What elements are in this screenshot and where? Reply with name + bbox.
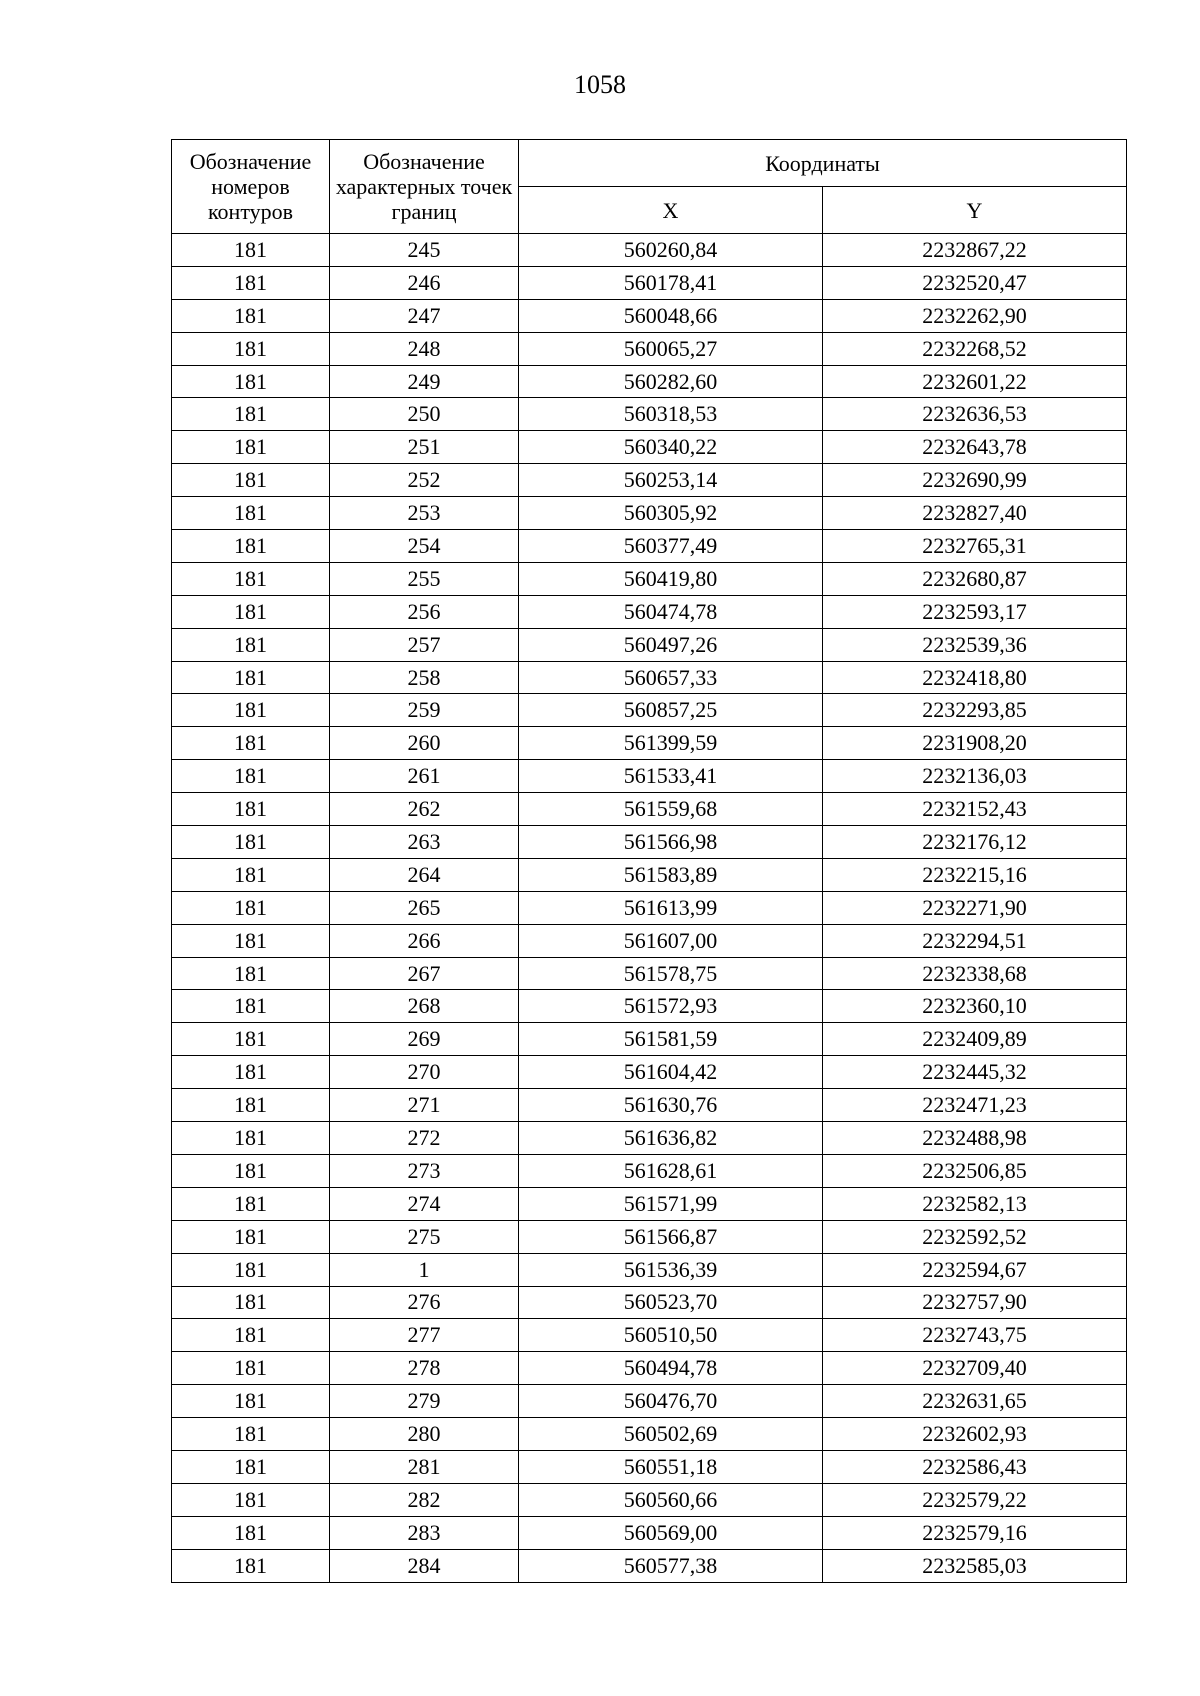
cell-x: 560857,25 <box>519 694 823 727</box>
cell-point-number: 267 <box>330 957 519 990</box>
table-row <box>172 661 1127 694</box>
cell-contour-number: 181 <box>172 694 330 727</box>
cell-x: 560260,84 <box>519 234 823 267</box>
cell-contour-number: 181 <box>172 1418 330 1451</box>
table-row <box>172 365 1127 398</box>
cell-y: 2232360,10 <box>823 990 1127 1023</box>
table-row <box>172 1187 1127 1220</box>
cell-point-number: 245 <box>330 234 519 267</box>
cell-contour-number: 181 <box>172 1483 330 1516</box>
cell-x: 561613,99 <box>519 891 823 924</box>
cell-point-number: 278 <box>330 1352 519 1385</box>
table-row <box>172 1385 1127 1418</box>
cell-x: 561536,39 <box>519 1253 823 1286</box>
cell-y: 2232271,90 <box>823 891 1127 924</box>
cell-contour-number: 181 <box>172 1122 330 1155</box>
cell-point-number: 257 <box>330 628 519 661</box>
cell-contour-number: 181 <box>172 1516 330 1549</box>
table-row <box>172 1319 1127 1352</box>
cell-point-number: 1 <box>330 1253 519 1286</box>
cell-y: 2232136,03 <box>823 760 1127 793</box>
cell-point-number: 281 <box>330 1450 519 1483</box>
table-row <box>172 1483 1127 1516</box>
cell-y: 2232765,31 <box>823 530 1127 563</box>
cell-x: 560502,69 <box>519 1418 823 1451</box>
cell-point-number: 277 <box>330 1319 519 1352</box>
cell-contour-number: 181 <box>172 365 330 398</box>
cell-point-number: 265 <box>330 891 519 924</box>
page-number: 1058 <box>574 70 626 99</box>
cell-x: 561630,76 <box>519 1089 823 1122</box>
table-row <box>172 431 1127 464</box>
table-row <box>172 1549 1127 1582</box>
cell-y: 2232176,12 <box>823 826 1127 859</box>
cell-contour-number: 181 <box>172 1352 330 1385</box>
table-row <box>172 497 1127 530</box>
cell-contour-number: 181 <box>172 1089 330 1122</box>
cell-point-number: 254 <box>330 530 519 563</box>
cell-x: 560523,70 <box>519 1286 823 1319</box>
cell-x: 560474,78 <box>519 595 823 628</box>
cell-y: 2232636,53 <box>823 398 1127 431</box>
cell-contour-number: 181 <box>172 1286 330 1319</box>
cell-point-number: 248 <box>330 332 519 365</box>
cell-point-number: 253 <box>330 497 519 530</box>
cell-y: 2232757,90 <box>823 1286 1127 1319</box>
cell-contour-number: 181 <box>172 332 330 365</box>
cell-y: 2232709,40 <box>823 1352 1127 1385</box>
cell-y: 2232867,22 <box>823 234 1127 267</box>
cell-y: 2231908,20 <box>823 727 1127 760</box>
cell-y: 2232215,16 <box>823 858 1127 891</box>
table-row <box>172 1253 1127 1286</box>
cell-contour-number: 181 <box>172 891 330 924</box>
table-row <box>172 1352 1127 1385</box>
cell-point-number: 274 <box>330 1187 519 1220</box>
table-row <box>172 990 1127 1023</box>
table-row <box>172 1056 1127 1089</box>
table-row <box>172 234 1127 267</box>
cell-point-number: 255 <box>330 562 519 595</box>
cell-contour-number: 181 <box>172 530 330 563</box>
table-row <box>172 562 1127 595</box>
cell-x: 560569,00 <box>519 1516 823 1549</box>
cell-x: 560282,60 <box>519 365 823 398</box>
cell-y: 2232262,90 <box>823 299 1127 332</box>
cell-y: 2232680,87 <box>823 562 1127 595</box>
cell-y: 2232593,17 <box>823 595 1127 628</box>
cell-x: 560065,27 <box>519 332 823 365</box>
cell-contour-number: 181 <box>172 826 330 859</box>
cell-y: 2232643,78 <box>823 431 1127 464</box>
table-row <box>172 1450 1127 1483</box>
cell-point-number: 256 <box>330 595 519 628</box>
cell-contour-number: 181 <box>172 1154 330 1187</box>
cell-point-number: 261 <box>330 760 519 793</box>
table-row <box>172 1122 1127 1155</box>
cell-x: 561566,87 <box>519 1220 823 1253</box>
cell-y: 2232592,52 <box>823 1220 1127 1253</box>
cell-y: 2232409,89 <box>823 1023 1127 1056</box>
cell-x: 561571,99 <box>519 1187 823 1220</box>
cell-x: 561533,41 <box>519 760 823 793</box>
cell-contour-number: 181 <box>172 628 330 661</box>
cell-x: 560476,70 <box>519 1385 823 1418</box>
cell-x: 561399,59 <box>519 727 823 760</box>
cell-contour-number: 181 <box>172 1385 330 1418</box>
cell-contour-number: 181 <box>172 562 330 595</box>
cell-x: 560048,66 <box>519 299 823 332</box>
table-row <box>172 1516 1127 1549</box>
cell-point-number: 260 <box>330 727 519 760</box>
cell-point-number: 280 <box>330 1418 519 1451</box>
cell-point-number: 262 <box>330 793 519 826</box>
cell-point-number: 247 <box>330 299 519 332</box>
cell-point-number: 272 <box>330 1122 519 1155</box>
cell-contour-number: 181 <box>172 398 330 431</box>
header-x: X <box>519 187 823 234</box>
cell-contour-number: 181 <box>172 1056 330 1089</box>
table-row <box>172 858 1127 891</box>
cell-y: 2232418,80 <box>823 661 1127 694</box>
cell-contour-number: 181 <box>172 464 330 497</box>
table-row <box>172 266 1127 299</box>
cell-contour-number: 181 <box>172 1220 330 1253</box>
cell-x: 560318,53 <box>519 398 823 431</box>
cell-contour-number: 181 <box>172 1319 330 1352</box>
header-y: Y <box>823 187 1127 234</box>
table-row <box>172 957 1127 990</box>
cell-y: 2232294,51 <box>823 924 1127 957</box>
cell-y: 2232631,65 <box>823 1385 1127 1418</box>
header-boundary-point: Обозначение характерных точек границ <box>330 140 519 234</box>
cell-x: 561559,68 <box>519 793 823 826</box>
table-row <box>172 1220 1127 1253</box>
cell-x: 561581,59 <box>519 1023 823 1056</box>
cell-x: 560577,38 <box>519 1549 823 1582</box>
cell-contour-number: 181 <box>172 793 330 826</box>
cell-x: 560497,26 <box>519 628 823 661</box>
cell-y: 2232520,47 <box>823 266 1127 299</box>
cell-y: 2232827,40 <box>823 497 1127 530</box>
cell-x: 561628,61 <box>519 1154 823 1187</box>
cell-contour-number: 181 <box>172 957 330 990</box>
cell-point-number: 269 <box>330 1023 519 1056</box>
cell-x: 561578,75 <box>519 957 823 990</box>
header-coordinates: Координаты <box>519 140 1127 187</box>
cell-y: 2232586,43 <box>823 1450 1127 1483</box>
cell-y: 2232690,99 <box>823 464 1127 497</box>
coordinates-table <box>171 139 1127 1583</box>
cell-point-number: 252 <box>330 464 519 497</box>
cell-x: 561583,89 <box>519 858 823 891</box>
cell-point-number: 282 <box>330 1483 519 1516</box>
cell-y: 2232506,85 <box>823 1154 1127 1187</box>
cell-x: 560305,92 <box>519 497 823 530</box>
cell-point-number: 266 <box>330 924 519 957</box>
table-row <box>172 1089 1127 1122</box>
cell-point-number: 263 <box>330 826 519 859</box>
cell-point-number: 283 <box>330 1516 519 1549</box>
header-contour-number: Обозначение номеров контуров <box>172 140 330 234</box>
cell-contour-number: 181 <box>172 299 330 332</box>
cell-x: 560377,49 <box>519 530 823 563</box>
cell-y: 2232594,67 <box>823 1253 1127 1286</box>
cell-contour-number: 181 <box>172 1187 330 1220</box>
cell-contour-number: 181 <box>172 266 330 299</box>
table-header <box>172 140 1127 234</box>
table-row <box>172 464 1127 497</box>
table-row <box>172 891 1127 924</box>
cell-contour-number: 181 <box>172 760 330 793</box>
cell-x: 561572,93 <box>519 990 823 1023</box>
cell-x: 560340,22 <box>519 431 823 464</box>
cell-point-number: 249 <box>330 365 519 398</box>
table-row <box>172 694 1127 727</box>
cell-y: 2232539,36 <box>823 628 1127 661</box>
table-row <box>172 530 1127 563</box>
cell-x: 560551,18 <box>519 1450 823 1483</box>
table-row <box>172 793 1127 826</box>
cell-contour-number: 181 <box>172 924 330 957</box>
cell-contour-number: 181 <box>172 858 330 891</box>
table-row <box>172 398 1127 431</box>
cell-y: 2232471,23 <box>823 1089 1127 1122</box>
cell-y: 2232293,85 <box>823 694 1127 727</box>
cell-x: 561607,00 <box>519 924 823 957</box>
cell-point-number: 258 <box>330 661 519 694</box>
table-row <box>172 727 1127 760</box>
cell-y: 2232579,22 <box>823 1483 1127 1516</box>
cell-point-number: 284 <box>330 1549 519 1582</box>
cell-x: 560419,80 <box>519 562 823 595</box>
table-row <box>172 1023 1127 1056</box>
cell-x: 560560,66 <box>519 1483 823 1516</box>
cell-point-number: 259 <box>330 694 519 727</box>
cell-x: 560253,14 <box>519 464 823 497</box>
cell-y: 2232582,13 <box>823 1187 1127 1220</box>
cell-contour-number: 181 <box>172 990 330 1023</box>
cell-y: 2232602,93 <box>823 1418 1127 1451</box>
table-row <box>172 332 1127 365</box>
cell-x: 560178,41 <box>519 266 823 299</box>
cell-x: 561604,42 <box>519 1056 823 1089</box>
cell-point-number: 250 <box>330 398 519 431</box>
cell-point-number: 264 <box>330 858 519 891</box>
table-row <box>172 595 1127 628</box>
cell-point-number: 276 <box>330 1286 519 1319</box>
cell-y: 2232338,68 <box>823 957 1127 990</box>
cell-y: 2232445,32 <box>823 1056 1127 1089</box>
cell-point-number: 246 <box>330 266 519 299</box>
table-row <box>172 1154 1127 1187</box>
cell-contour-number: 181 <box>172 1023 330 1056</box>
cell-y: 2232585,03 <box>823 1549 1127 1582</box>
cell-point-number: 279 <box>330 1385 519 1418</box>
cell-point-number: 251 <box>330 431 519 464</box>
cell-x: 560494,78 <box>519 1352 823 1385</box>
table-row <box>172 628 1127 661</box>
cell-contour-number: 181 <box>172 595 330 628</box>
table-row <box>172 299 1127 332</box>
cell-y: 2232579,16 <box>823 1516 1127 1549</box>
table-row <box>172 924 1127 957</box>
cell-contour-number: 181 <box>172 661 330 694</box>
cell-point-number: 271 <box>330 1089 519 1122</box>
cell-contour-number: 181 <box>172 1450 330 1483</box>
cell-point-number: 275 <box>330 1220 519 1253</box>
cell-contour-number: 181 <box>172 234 330 267</box>
table-body <box>172 234 1127 1583</box>
cell-contour-number: 181 <box>172 431 330 464</box>
cell-point-number: 268 <box>330 990 519 1023</box>
cell-x: 560510,50 <box>519 1319 823 1352</box>
cell-x: 561636,82 <box>519 1122 823 1155</box>
cell-contour-number: 181 <box>172 727 330 760</box>
cell-y: 2232268,52 <box>823 332 1127 365</box>
table-row <box>172 826 1127 859</box>
cell-contour-number: 181 <box>172 1253 330 1286</box>
cell-x: 561566,98 <box>519 826 823 859</box>
table-row <box>172 1418 1127 1451</box>
cell-y: 2232152,43 <box>823 793 1127 826</box>
cell-x: 560657,33 <box>519 661 823 694</box>
cell-y: 2232743,75 <box>823 1319 1127 1352</box>
cell-point-number: 270 <box>330 1056 519 1089</box>
cell-contour-number: 181 <box>172 497 330 530</box>
cell-contour-number: 181 <box>172 1549 330 1582</box>
table-row <box>172 760 1127 793</box>
cell-y: 2232488,98 <box>823 1122 1127 1155</box>
cell-y: 2232601,22 <box>823 365 1127 398</box>
table-row <box>172 1286 1127 1319</box>
cell-point-number: 273 <box>330 1154 519 1187</box>
